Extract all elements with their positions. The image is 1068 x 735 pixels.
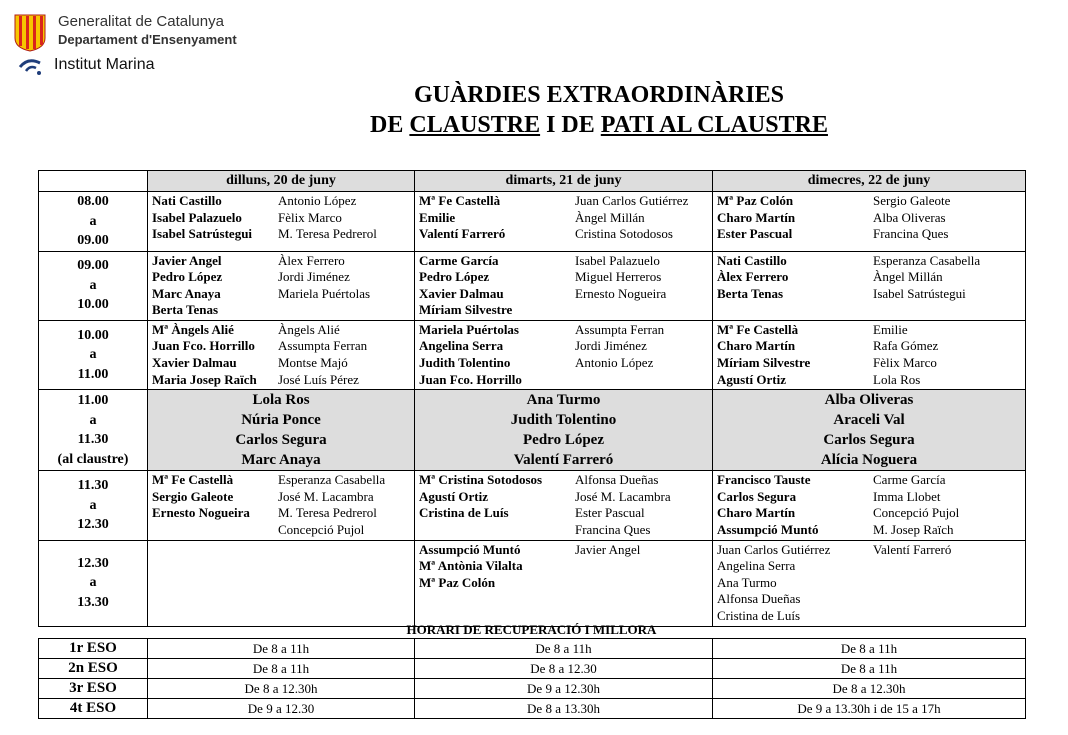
guard-cell — [713, 320, 1026, 389]
teacher-name: Mariela Puértolas — [278, 285, 371, 301]
teacher-name: Cristina de Luís — [717, 608, 801, 623]
teacher-name: Carlos Segura — [235, 432, 327, 449]
guard-names — [415, 471, 712, 539]
teacher-name: Mariela Puértolas — [419, 321, 519, 337]
teacher-name: Juan Fco. Horrillo — [152, 338, 255, 354]
department-name: Departament d'Ensenyament — [58, 32, 237, 47]
header-row — [39, 171, 1026, 192]
shield-icon — [14, 14, 46, 52]
teacher-name: Mª Cristina Sotodosos — [419, 472, 543, 488]
teacher-name: Valentí Farreró — [419, 226, 506, 242]
recovery-cell: De 9 a 12.30 — [148, 699, 415, 719]
bold-names — [717, 253, 873, 303]
teacher-name: Mª Antònia Vilalta — [419, 558, 523, 574]
day-header: dilluns, 20 de juny — [148, 171, 415, 192]
teacher-name: Mª Fe Castellà — [717, 321, 799, 337]
patio-row — [39, 390, 1026, 471]
teacher-name: M. Teresa Pedrerol — [278, 505, 377, 521]
normal-names — [575, 193, 708, 243]
teacher-name: Sergio Galeote — [873, 193, 951, 208]
teacher-name: Lola Ros — [873, 371, 921, 387]
normal-names — [873, 253, 1021, 303]
guard-cell — [713, 471, 1026, 540]
guard-cell — [148, 251, 415, 320]
teacher-name: Maria Josep Raïch — [152, 371, 257, 387]
normal-names — [278, 253, 410, 319]
teacher-name: Alfonsa Dueñas — [575, 472, 659, 488]
time-text: 10.00 — [77, 327, 109, 343]
recovery-cell: De 8 a 11h — [415, 639, 713, 659]
time-slot-row — [39, 320, 1026, 389]
bold-names — [152, 472, 278, 538]
teacher-name: Assumpció Muntó — [419, 541, 521, 557]
normal-names — [575, 472, 708, 538]
recovery-cell: De 8 a 13.30h — [415, 699, 713, 719]
teacher-name: Berta Tenas — [717, 285, 784, 301]
recovery-row — [39, 699, 1026, 719]
guard-cell — [713, 192, 1026, 252]
time-text: 11.30 — [77, 432, 109, 448]
teacher-name: Ernesto Nogueira — [575, 285, 667, 301]
teacher-name: Angelina Serra — [717, 558, 796, 574]
guard-names — [148, 321, 414, 389]
page-subtitle: DE CLAUSTRE I DE PATI AL CLAUSTRE — [370, 112, 828, 138]
guard-cell — [148, 540, 415, 626]
guard-cell — [415, 320, 713, 389]
normal-names — [873, 322, 1021, 388]
level-cell: 1r ESO — [39, 639, 148, 659]
teacher-name: Isabel Palazuelo — [152, 209, 242, 225]
time-cell — [39, 540, 148, 626]
teacher-name: Javier Angel — [152, 252, 222, 268]
teacher-name: Araceli Val — [833, 412, 905, 429]
teacher-name: Assumpta Ferran — [278, 338, 368, 354]
teacher-name: Rafa Gómez — [873, 338, 939, 354]
normal-names — [873, 193, 1021, 243]
teacher-name: M. Teresa Pedrerol — [278, 226, 377, 242]
bold-names — [717, 193, 873, 243]
guard-names — [148, 192, 414, 244]
teacher-name: José M. Lacambra — [575, 488, 671, 504]
teacher-name: Antonio López — [278, 193, 357, 208]
teacher-name: Isabel Satrústegui — [152, 226, 253, 242]
teacher-name: Mª Fe Castellà — [152, 472, 234, 488]
guard-names — [415, 192, 712, 244]
teacher-name: Agustí Ortiz — [419, 488, 488, 504]
recovery-row — [39, 659, 1026, 679]
logo-area — [10, 10, 248, 80]
teacher-name: Ester Pascual — [717, 226, 793, 242]
teacher-name: M. Josep Raïch — [873, 522, 954, 538]
recovery-cell: De 8 a 12.30h — [148, 679, 415, 699]
recovery-row — [39, 639, 1026, 659]
teacher-name: Pedro López — [152, 269, 223, 285]
teacher-name: José Luís Pérez — [278, 371, 359, 387]
time-text: 10.00 — [77, 297, 109, 313]
bold-names — [419, 542, 575, 592]
teacher-name: Esperanza Casabella — [873, 252, 981, 268]
teacher-name: Carme García — [419, 252, 499, 268]
teacher-name: Alba Oliveras — [824, 392, 914, 409]
level-cell: 3r ESO — [39, 679, 148, 699]
bold-names — [419, 322, 575, 388]
teacher-name: Ernesto Nogueira — [152, 505, 250, 521]
guard-names — [713, 192, 1025, 244]
patio-cell — [148, 390, 415, 471]
teacher-name: Cristina Sotodosos — [575, 226, 673, 242]
patio-cell — [415, 390, 713, 471]
recovery-row — [39, 679, 1026, 699]
recovery-cell: De 8 a 11h — [713, 659, 1026, 679]
normal-names — [873, 542, 1021, 625]
teacher-name: Concepció Pujol — [278, 522, 365, 538]
teacher-name: Carme García — [873, 472, 946, 488]
teacher-name: Jordi Jiménez — [575, 338, 647, 354]
guard-names — [713, 321, 1025, 389]
teacher-name: Pedro López — [523, 432, 604, 449]
time-text: a — [89, 575, 97, 591]
bold-names — [152, 253, 278, 319]
guard-names — [415, 252, 712, 320]
bold-names — [419, 193, 575, 243]
time-text: a — [89, 213, 97, 229]
recovery-cell: De 9 a 12.30h — [415, 679, 713, 699]
recovery-cell: De 9 a 13.30h i de 15 a 17h — [713, 699, 1026, 719]
teacher-name: Xavier Dalmau — [152, 355, 237, 371]
teacher-name: Alícia Noguera — [820, 452, 918, 469]
time-text: 09.00 — [77, 258, 109, 274]
time-slot-row — [39, 251, 1026, 320]
bold-names — [717, 542, 873, 625]
teacher-name: Ester Pascual — [575, 505, 645, 521]
teacher-name: Fèlix Marco — [278, 209, 342, 225]
normal-names — [575, 322, 708, 388]
teacher-name: Antonio López — [575, 355, 654, 371]
page-title: GUÀRDIES EXTRAORDINÀRIES — [413, 82, 785, 108]
teacher-name: Emilie — [873, 321, 908, 337]
normal-names — [575, 542, 708, 592]
recovery-cell: De 8 a 11h — [148, 639, 415, 659]
teacher-name: Alba Oliveras — [873, 209, 946, 225]
normal-names — [278, 193, 410, 243]
guard-cell — [148, 192, 415, 252]
guard-cell — [713, 540, 1026, 626]
bold-names — [419, 472, 575, 538]
teacher-name: Juan Fco. Horrillo — [419, 371, 522, 387]
time-cell — [39, 192, 148, 252]
teacher-name: Àlex Ferrero — [717, 269, 789, 285]
guard-cell — [415, 251, 713, 320]
bold-names — [419, 253, 575, 319]
guard-names — [148, 471, 414, 539]
teacher-name: Xavier Dalmau — [419, 285, 504, 301]
time-slot-row — [39, 540, 1026, 626]
teacher-name: Isabel Satrústegui — [873, 285, 966, 301]
teacher-name: Carlos Segura — [823, 432, 915, 449]
teacher-name: Francina Ques — [575, 522, 651, 538]
time-cell — [39, 320, 148, 389]
recovery-cell: De 8 a 11h — [148, 659, 415, 679]
teacher-name: Àlex Ferrero — [278, 252, 345, 268]
teacher-name: Míriam Silvestre — [419, 302, 513, 318]
teacher-name: Agustí Ortiz — [717, 371, 786, 387]
teacher-name: Mª Paz Colón — [717, 193, 794, 208]
teacher-name: Ana Turmo — [717, 574, 777, 590]
teacher-name: Concepció Pujol — [873, 505, 960, 521]
teacher-name: Lola Ros — [252, 392, 310, 409]
time-text: 13.30 — [77, 594, 109, 610]
guard-cell — [148, 471, 415, 540]
teacher-name: Juan Carlos Gutiérrez — [575, 193, 689, 208]
guard-cell — [415, 471, 713, 540]
recovery-cell: De 8 a 11h — [713, 639, 1026, 659]
teacher-name: Francisco Tauste — [717, 472, 811, 488]
teacher-name: Núria Ponce — [241, 412, 321, 429]
day-header: dimarts, 21 de juny — [415, 171, 713, 192]
teacher-name: Nati Castillo — [152, 193, 222, 208]
teacher-name: Marc Anaya — [152, 285, 221, 301]
time-text: a — [89, 347, 97, 363]
recovery-cell: De 8 a 12.30 — [415, 659, 713, 679]
teacher-name: Àngel Millán — [873, 269, 943, 285]
time-text: 11.30 — [77, 478, 109, 494]
guard-names — [148, 541, 414, 543]
teacher-name: Fèlix Marco — [873, 355, 937, 371]
normal-names — [278, 472, 410, 538]
time-text: 11.00 — [77, 366, 109, 382]
teacher-name: Nati Castillo — [717, 252, 787, 268]
teacher-name: Francina Ques — [873, 226, 949, 242]
teacher-name: Àngels Alié — [278, 321, 340, 337]
teacher-name: José M. Lacambra — [278, 488, 374, 504]
recovery-cell: De 8 a 12.30h — [713, 679, 1026, 699]
time-slot-row — [39, 192, 1026, 252]
teacher-name: Emilie — [419, 209, 456, 225]
recovery-table — [38, 638, 1026, 719]
time-cell — [39, 251, 148, 320]
level-cell: 4t ESO — [39, 699, 148, 719]
normal-names — [873, 472, 1021, 538]
teacher-name: Àngel Millán — [575, 209, 645, 225]
guard-schedule-table — [38, 170, 1026, 627]
teacher-name: Imma Llobet — [873, 488, 941, 504]
day-header: dimecres, 22 de juny — [713, 171, 1026, 192]
teacher-name: Marc Anaya — [241, 452, 321, 469]
guard-names — [148, 252, 414, 320]
teacher-name: Jordi Jiménez — [278, 269, 350, 285]
time-text: 09.00 — [77, 233, 109, 248]
guard-names — [713, 252, 1025, 304]
teacher-name: Charo Martín — [717, 338, 796, 354]
teacher-name: Judith Tolentino — [510, 412, 617, 429]
teacher-name: Berta Tenas — [152, 302, 219, 318]
recovery-title: HORARI DE RECUPERACIÓ I MILLORA — [406, 622, 657, 637]
teacher-name: Mª Fe Castellà — [419, 193, 501, 208]
org-name: Generalitat de Catalunya — [58, 13, 224, 30]
guard-cell — [415, 192, 713, 252]
time-cell — [39, 471, 148, 540]
teacher-name: Ana Turmo — [526, 392, 601, 409]
time-slot-row — [39, 471, 1026, 540]
teacher-name: Valentí Farreró — [873, 541, 952, 557]
time-text: (al claustre) — [57, 451, 129, 467]
teacher-name: Mª Àngels Alié — [152, 321, 234, 337]
bold-names — [717, 472, 873, 538]
teacher-name: Cristina de Luís — [419, 505, 509, 521]
bold-names — [152, 193, 278, 243]
header-corner — [39, 171, 148, 192]
time-text: 12.30 — [77, 555, 109, 571]
teacher-name: Assumpció Muntó — [717, 522, 819, 538]
guard-cell — [713, 251, 1026, 320]
guard-names — [713, 471, 1025, 539]
time-text: a — [89, 277, 97, 293]
teacher-name: Esperanza Casabella — [278, 472, 386, 488]
teacher-name: Carlos Segura — [717, 488, 797, 504]
teacher-name: Angelina Serra — [419, 338, 504, 354]
bold-names — [717, 322, 873, 388]
teacher-name: Sergio Galeote — [152, 488, 234, 504]
guard-names — [415, 321, 712, 389]
teacher-name: Charo Martín — [717, 505, 796, 521]
guard-cell — [148, 320, 415, 389]
teacher-name: Charo Martín — [717, 209, 796, 225]
teacher-name: Montse Majó — [278, 355, 348, 371]
patio-cell — [713, 390, 1026, 471]
teacher-name: Isabel Palazuelo — [575, 252, 660, 268]
guard-cell — [415, 540, 713, 626]
time-text: a — [89, 497, 97, 513]
time-text: 12.30 — [77, 517, 109, 533]
teacher-name: Miguel Herreros — [575, 269, 662, 285]
normal-names — [278, 322, 410, 388]
time-cell — [39, 390, 148, 471]
bold-names — [152, 322, 278, 388]
teacher-name: Assumpta Ferran — [575, 321, 665, 337]
teacher-name: Pedro López — [419, 269, 490, 285]
level-cell: 2n ESO — [39, 659, 148, 679]
teacher-name: Javier Angel — [575, 541, 641, 557]
teacher-name: Alfonsa Dueñas — [717, 591, 801, 607]
time-text: 08.00 — [77, 194, 109, 209]
teacher-name: Juan Carlos Gutiérrez — [717, 541, 831, 557]
normal-names — [575, 253, 708, 319]
teacher-name: Mª Paz Colón — [419, 574, 496, 590]
wave-icon — [18, 55, 44, 77]
institute-name: Institut Marina — [54, 56, 155, 73]
time-text: 11.00 — [77, 393, 109, 409]
guard-names — [415, 541, 712, 593]
teacher-name: Míriam Silvestre — [717, 355, 811, 371]
guard-names — [713, 541, 1025, 626]
time-text: a — [89, 412, 97, 428]
teacher-name: Judith Tolentino — [419, 355, 511, 371]
teacher-name: Valentí Farreró — [513, 452, 614, 469]
